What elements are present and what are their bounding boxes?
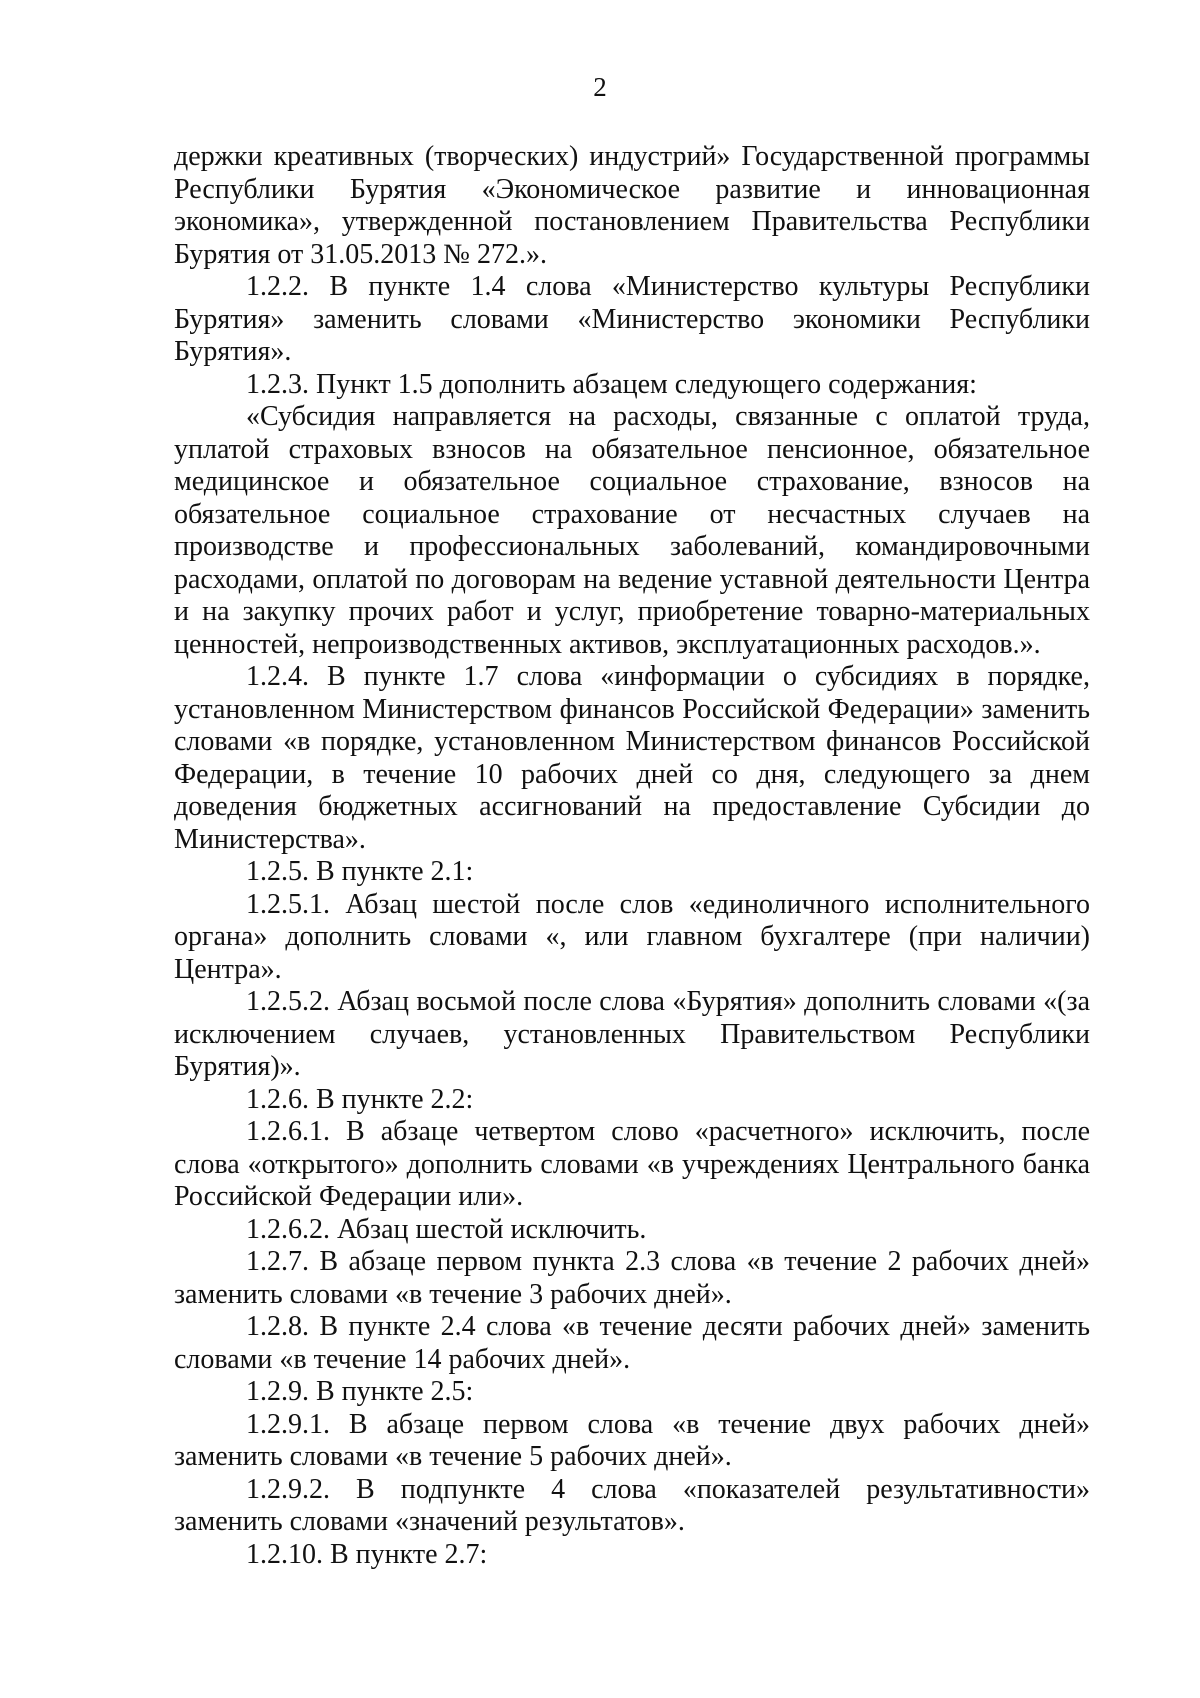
paragraph-quoted-subsidy: «Субсидия направляется на расходы, связанные с оплатой труда, уплатой страховых взносов на обязательное пенсионное, обязательное медицинское и обязательное социальное страхование, взносов на обязательное социальное страхование от несчастных случаев на производстве и профессиональных заболеваний, командировочными расходами, оплатой по договорам на ведение уставной деятельности Центра и на закупку прочих работ и услуг, приобретение товарно-материальных ценностей, непроизводственных активов, эксплуатационных расходов.». [174,401,1090,660]
paragraph-1-2-7: 1.2.7. В абзаце первом пункта 2.3 слова «в течение 2 рабочих дней» заменить словами «в течение 3 рабочих дней». [174,1246,1090,1310]
paragraph-1-2-9-2: 1.2.9.2. В подпункте 4 слова «показателей результативности» заменить словами «значений результатов». [174,1473,1090,1537]
paragraph-1-2-5: 1.2.5. В пункте 2.1: [246,856,474,887]
paragraph-1-2-4: 1.2.4. В пункте 1.7 слова «информации о субсидиях в порядке, установленном Министерством финансов Российской Федерации» заменить словами «в порядке, установленном Министерством финансов Российской Федерации, в течение 10 рабочих дней со дня, следующего за днем доведения бюджетных ассигнований на предоставление Субсидии до Министерства». [174,661,1090,855]
paragraph-1-2-9: 1.2.9. В пункте 2.5: [246,1376,474,1407]
paragraph-continuation: держки креативных (творческих) индустрий» Государственной программы Республики Бурятия «Экономическое развитие и инновационная экономика», утвержденной постановлением Правительства Республики Бурятия от 31.05.2013 № 272.». [174,141,1090,270]
paragraph-1-2-6-1: 1.2.6.1. В абзаце четвертом слово «расчетного» исключить, после слова «открытого» дополнить словами «в учреждениях Центрального банка Российской Федерации или». [174,1116,1090,1212]
paragraph-1-2-3: 1.2.3. Пункт 1.5 дополнить абзацем следующего содержания: [246,368,977,400]
paragraph-1-2-8: 1.2.8. В пункте 2.4 слова «в течение десяти рабочих дней» заменить словами «в течение 14 рабочих дней». [174,1311,1090,1375]
paragraph-1-2-9-1: 1.2.9.1. В абзаце первом слова «в течение двух рабочих дней» заменить словами «в течение 5 рабочих дней». [174,1408,1090,1472]
paragraph-1-2-6-2: 1.2.6.2. Абзац шестой исключить. [246,1213,647,1245]
page-number: 2 [593,72,607,102]
paragraph-1-2-5-1: 1.2.5.1. Абзац шестой после слов «единоличного исполнительного органа» дополнить словами «, или главном бухгалтере (при наличии) Центра». [174,888,1090,985]
paragraph-1-2-10: 1.2.10. В пункте 2.7: [246,1538,488,1570]
paragraph-1-2-5-2: 1.2.5.2. Абзац восьмой после слова «Бурятия» дополнить словами «(за исключением случаев, установленных Правительством Республики Бурятия)». [174,986,1090,1082]
paragraph-1-2-6: 1.2.6. В пункте 2.2: [246,1083,474,1115]
document-body [174,141,1090,1571]
paragraph-1-2-2: 1.2.2. В пункте 1.4 слова «Министерство культуры Республики Бурятия» заменить словами «Министерство экономики Республики Бурятия». [174,271,1090,367]
